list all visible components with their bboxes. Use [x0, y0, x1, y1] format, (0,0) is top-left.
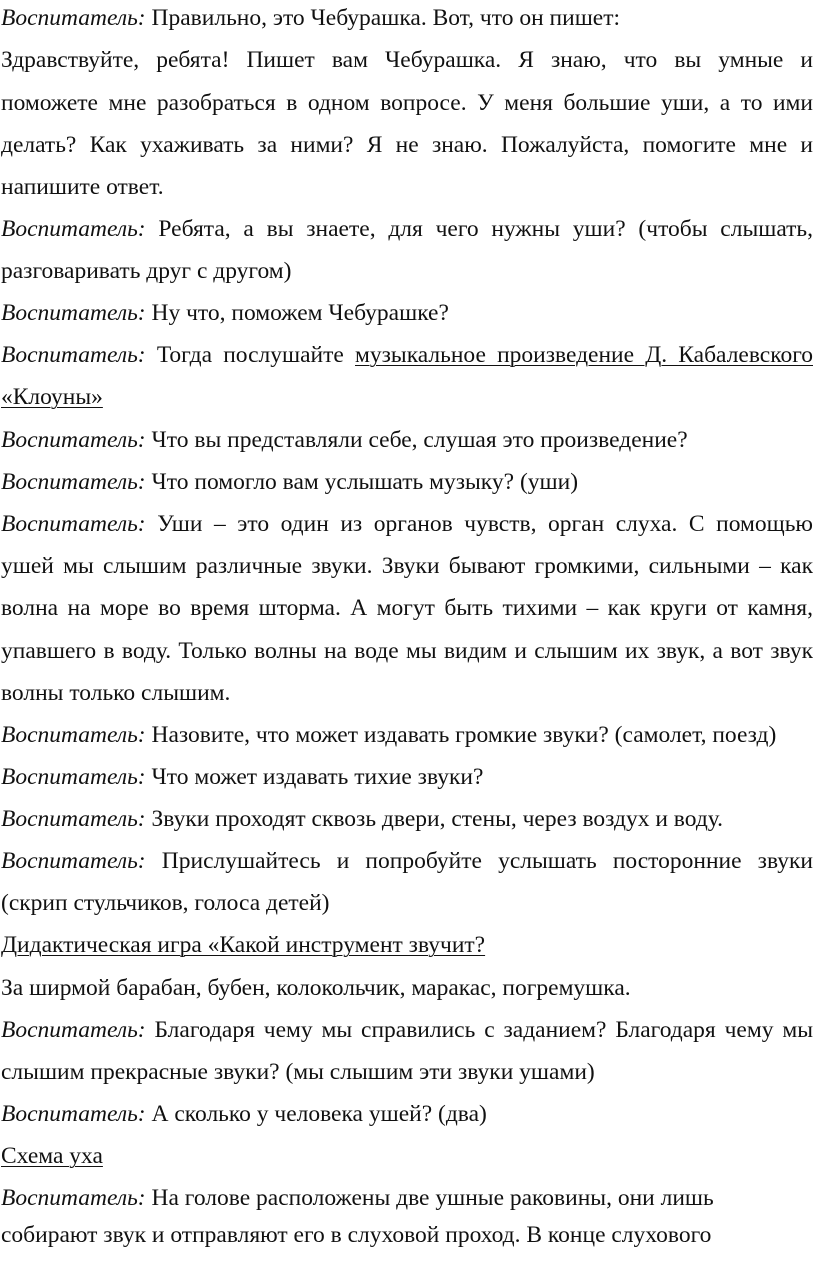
line-text: Благодаря чему мы справились с заданием? Благодаря чему мы [154, 1017, 813, 1043]
line-text: Уши – это один из органов чувств, орган слуха. С помощью [157, 511, 813, 537]
dialogue-line [1, 720, 813, 750]
line-text: Тогда послушайте [156, 342, 344, 368]
speaker-label: Воспитатель: [1, 427, 146, 453]
paragraph-line: За ширмой барабан, бубен, колокольчик, маракас, погремушка. [1, 975, 631, 1001]
paragraph-line [1, 930, 813, 960]
line-text: Назовите, что может издавать громкие звуки? (самолет, поезд) [151, 722, 777, 748]
dialogue-line [1, 509, 813, 539]
line-text: Правильно, это Чебурашка. Вот, что он пишет: [151, 5, 621, 31]
music-piece-title: «Клоуны» [1, 384, 103, 410]
dialogue-line [1, 762, 813, 792]
speaker-label: Воспитатель: [1, 1185, 146, 1211]
paragraph-line: поможете мне разобраться в одном вопросе. У меня большие уши, а то ими [1, 90, 813, 116]
paragraph-line: (скрип стульчиков, голоса детей) [1, 890, 330, 916]
paragraph-line: напишите ответ. [1, 174, 164, 200]
section-heading-game: Дидактическая игра «Какой инструмент звучит? [1, 932, 486, 958]
paragraph-line: слышим прекрасные звуки? (мы слышим эти звуки ушами) [1, 1059, 595, 1085]
section-heading-ear-scheme: Схема уха [1, 1143, 103, 1169]
dialogue-line [1, 298, 813, 328]
paragraph-line: Здравствуйте, ребята! Пишет вам Чебурашка. Я знаю, что вы умные и [1, 47, 813, 73]
line-text: Что может издавать тихие звуки? [151, 764, 484, 790]
line-text: Звуки проходят сквозь двери, стены, через воздух и воду. [151, 806, 724, 832]
line-text: Что помогло вам услышать музыку? (уши) [151, 469, 579, 495]
paragraph-line: упавшего в воду. Только волны на воде мы видим и слышим их звук, а вот звук [1, 638, 813, 664]
paragraph-line [1, 1141, 813, 1171]
paragraph-line: разговаривать друг с другом) [1, 258, 292, 284]
dialogue-line [1, 3, 813, 33]
dialogue-line [1, 425, 813, 455]
line-text: Ребята, а вы знаете, для чего нужны уши? (чтобы слышать, [158, 216, 813, 242]
dialogue-line [1, 1183, 813, 1213]
speaker-label: Воспитатель: [1, 300, 146, 326]
paragraph-line: волна на море во время шторма. А могут быть тихими – как круги от камня, [1, 595, 813, 621]
speaker-label: Воспитатель: [1, 806, 146, 832]
paragraph-line [1, 382, 813, 412]
paragraph-line: собирают звук и отправляют его в слуховой проход. В конце слухового [1, 1222, 712, 1248]
paragraph-line: делать? Как ухаживать за ними? Я не знаю. Пожалуйста, помогите мне и [1, 132, 813, 158]
speaker-label: Воспитатель: [1, 1101, 146, 1127]
line-text: На голове расположены две ушные раковины, они лишь [151, 1185, 714, 1211]
dialogue-line [1, 804, 813, 834]
speaker-label: Воспитатель: [1, 511, 146, 537]
speaker-label: Воспитатель: [1, 722, 146, 748]
speaker-label: Воспитатель: [1, 1017, 146, 1043]
paragraph-line: волны только слышим. [1, 680, 231, 706]
dialogue-line [1, 340, 813, 370]
speaker-label: Воспитатель: [1, 469, 146, 495]
paragraph-line: ушей мы слышим различные звуки. Звуки бывают громкими, сильными – как [1, 553, 813, 579]
line-text: А сколько у человека ушей? (два) [151, 1101, 487, 1127]
speaker-label: Воспитатель: [1, 848, 146, 874]
speaker-label: Воспитатель: [1, 764, 146, 790]
music-piece-link: музыкальное произведение Д. Кабалевского [355, 342, 813, 368]
dialogue-line [1, 846, 813, 876]
speaker-label: Воспитатель: [1, 342, 146, 368]
dialogue-line [1, 467, 813, 497]
line-text: Прислушайтесь и попробуйте услышать посторонние звуки [161, 848, 813, 874]
line-text: Ну что, поможем Чебурашке? [151, 300, 449, 326]
speaker-label: Воспитатель: [1, 216, 146, 242]
speaker-label: Воспитатель: [1, 5, 146, 31]
dialogue-line [1, 1099, 813, 1129]
dialogue-line [1, 214, 813, 244]
dialogue-line [1, 1015, 813, 1045]
line-text: Что вы представляли себе, слушая это произведение? [151, 427, 688, 453]
